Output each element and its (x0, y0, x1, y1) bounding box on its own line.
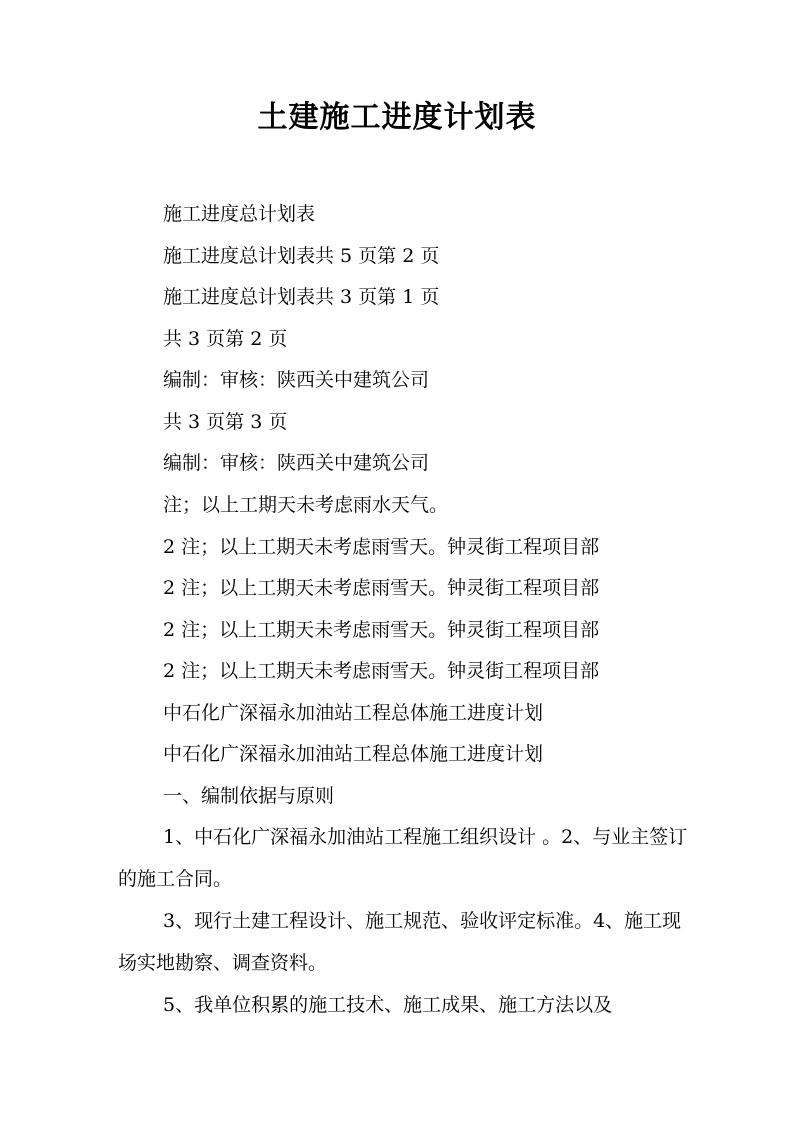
text-line: 施工进度总计划表共 5 页第 2 页 (163, 245, 440, 267)
text-line: 注；以上工期天未考虑雨水天气。 (163, 494, 449, 516)
text-line: 2 注；以上工期天未考虑雨雪天。钟灵街工程项目部 (163, 619, 600, 641)
text-line: 编制：审核：陕西关中建筑公司 (163, 369, 430, 391)
body-paragraph: 5、我单位积累的施工技术、施工成果、施工方法以及 (163, 994, 613, 1016)
text-line: 共 3 页第 3 页 (163, 411, 288, 433)
text-line: 2 注；以上工期天未考虑雨雪天。钟灵街工程项目部 (163, 536, 600, 558)
text-line: 中石化广深福永加油站工程总体施工进度计划 (163, 743, 544, 765)
text-line: 中石化广深福永加油站工程总体施工进度计划 (163, 702, 544, 724)
text-line: 2 注；以上工期天未考虑雨雪天。钟灵街工程项目部 (163, 660, 600, 682)
section-heading: 一、编制依据与原则 (163, 785, 335, 807)
text-line: 施工进度总计划表共 3 页第 1 页 (163, 286, 440, 308)
text-line: 施工进度总计划表 (163, 203, 316, 225)
document-title: 土建施工进度计划表 (257, 100, 537, 135)
body-paragraph: 1、中石化广深福永加油站工程施工组织设计 。2、与业主签订的施工合同。 (118, 826, 688, 890)
body-paragraph: 3、现行土建工程设计、施工规范、验收评定标准。4、施工现场实地勘察、调查资料。 (118, 910, 682, 974)
text-line: 编制：审核：陕西关中建筑公司 (163, 452, 430, 474)
text-line: 2 注；以上工期天未考虑雨雪天。钟灵街工程项目部 (163, 577, 600, 599)
text-line: 共 3 页第 2 页 (163, 328, 288, 350)
